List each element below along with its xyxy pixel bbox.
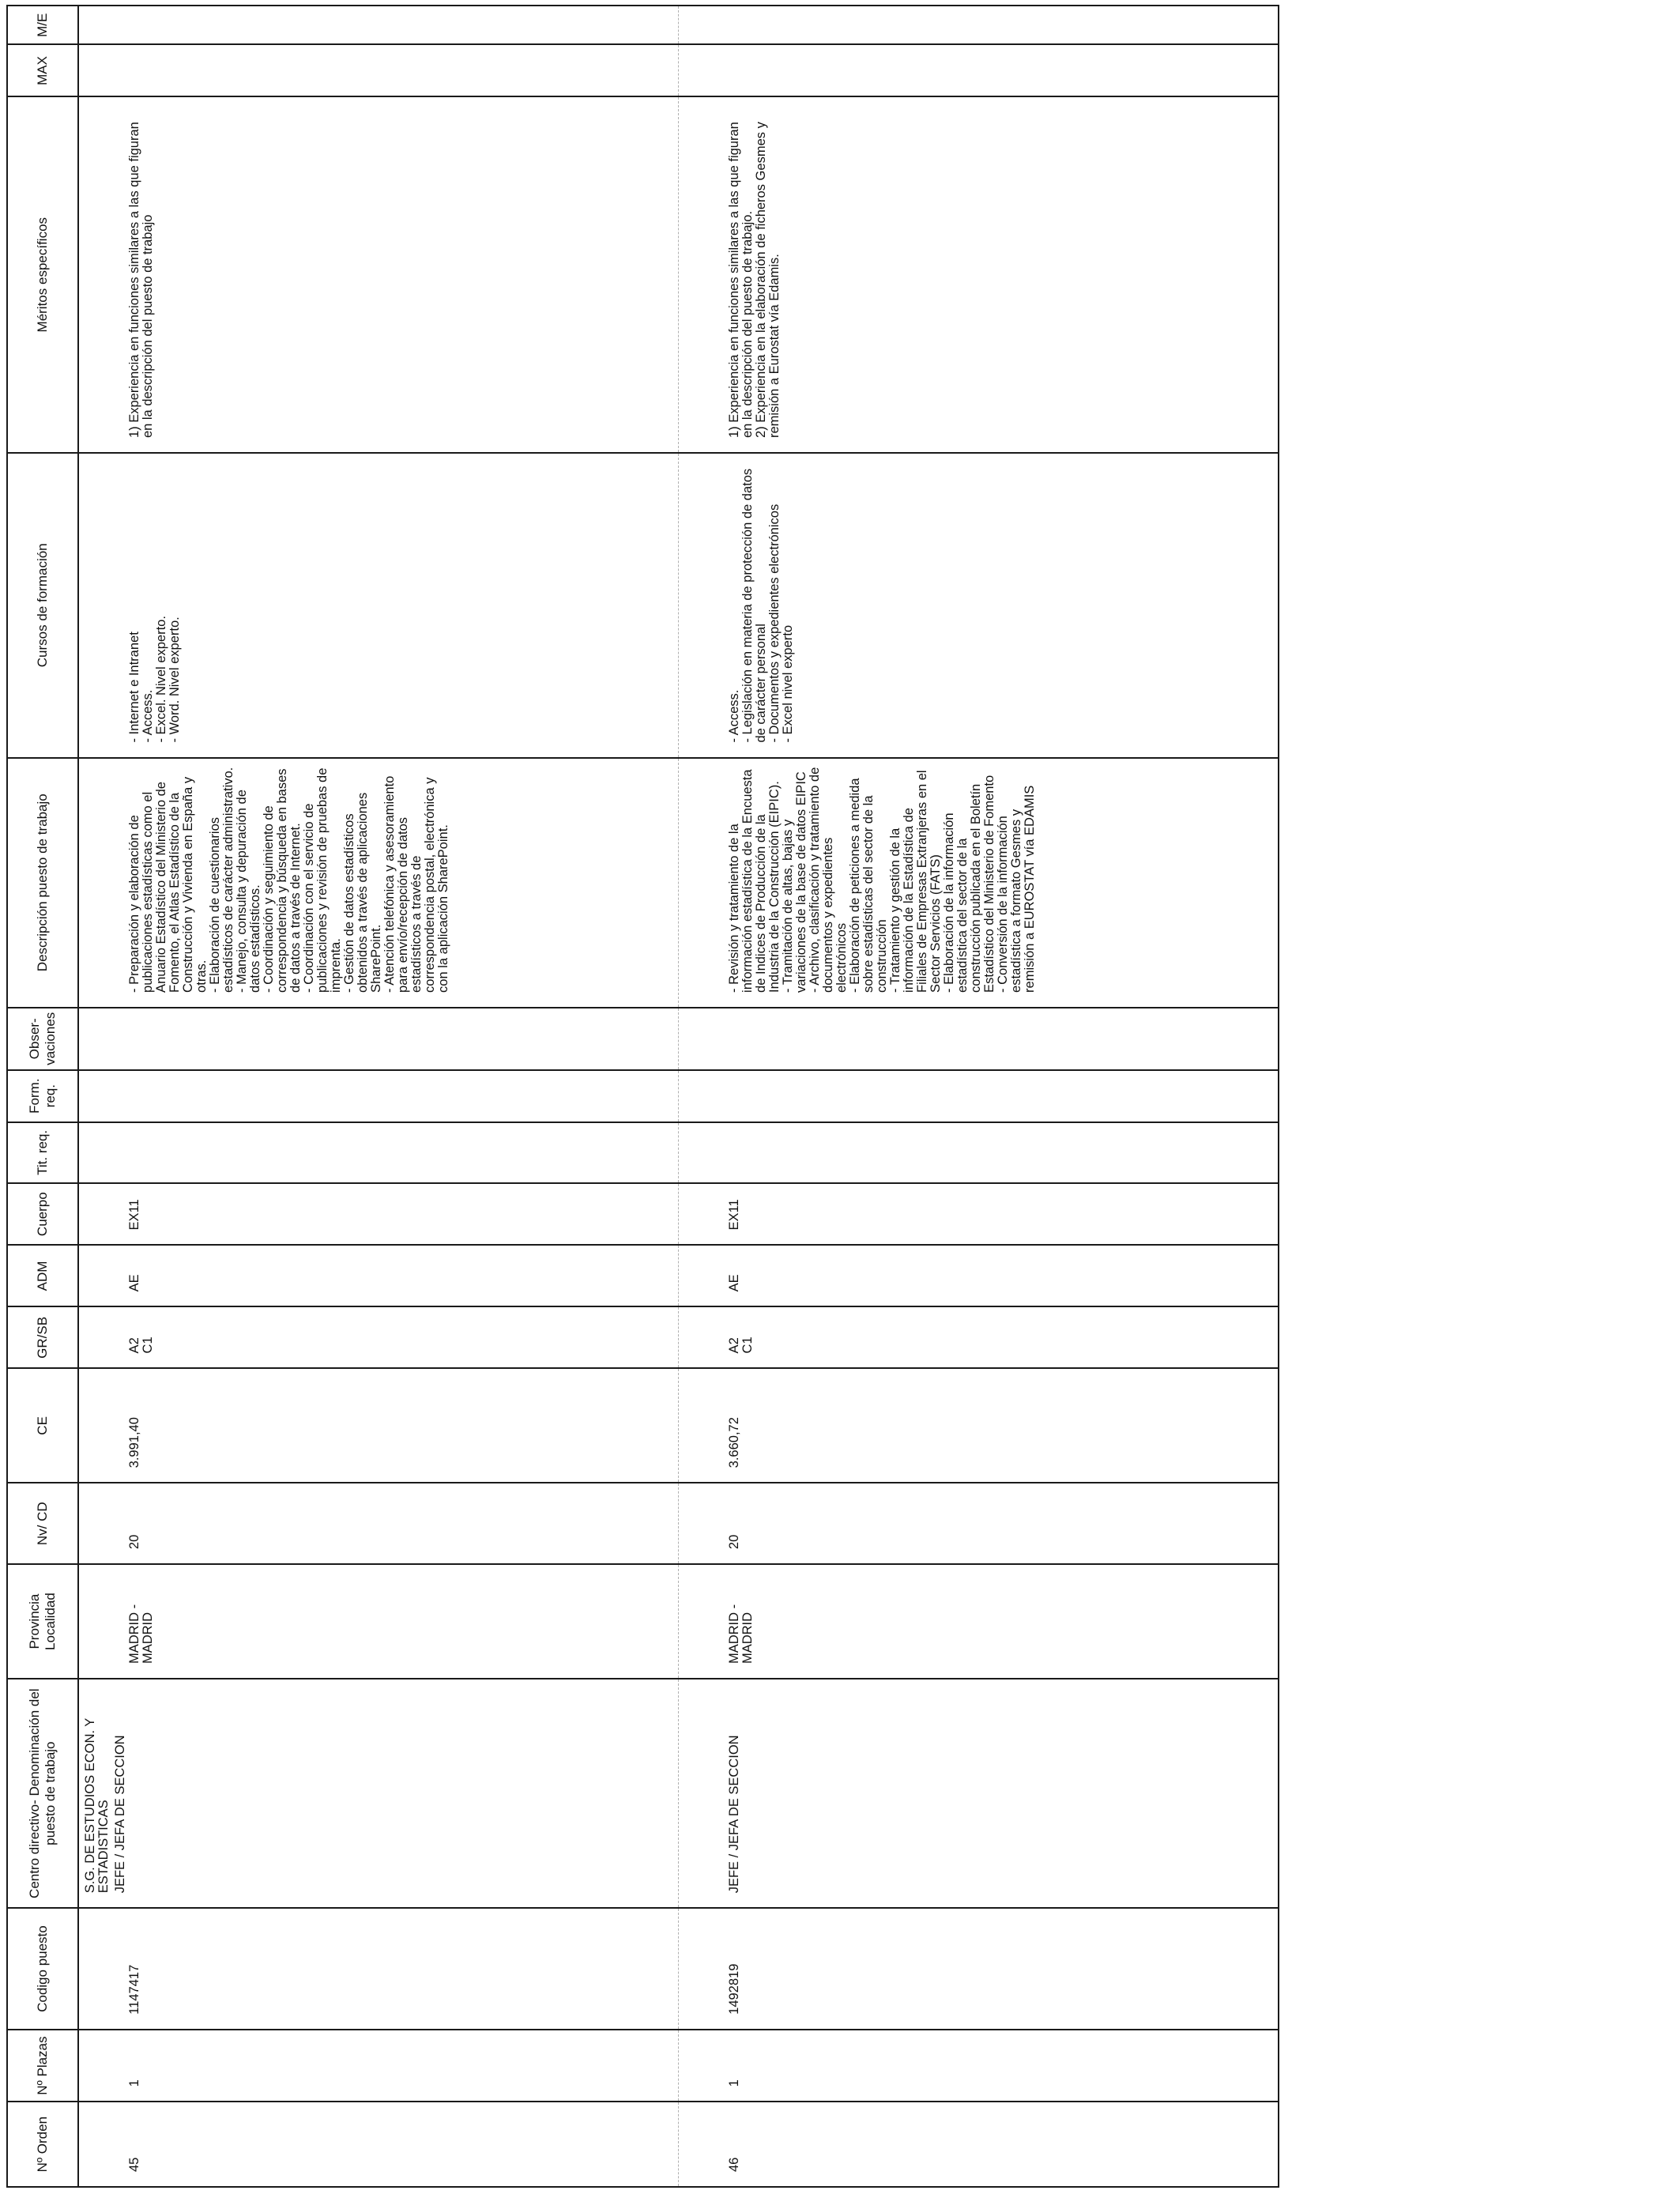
cell-form <box>679 1070 1279 1122</box>
cell-grupo: A2 C1 <box>78 1306 679 1368</box>
cell-tit <box>78 1122 679 1183</box>
cell-provincia: MADRID - MADRID <box>78 1564 679 1679</box>
centro-directivo: S.G. DE ESTUDIOS ECON. Y ESTADISTICAS <box>83 1714 111 1894</box>
cell-ce: 3.660,72 <box>679 1368 1279 1483</box>
header-cuerpo: Cuerpo <box>7 1183 78 1246</box>
cell-form <box>78 1070 679 1122</box>
header-plazas: Nº Plazas <box>7 2030 78 2102</box>
cell-grupo: A2 C1 <box>679 1306 1279 1368</box>
cell-provincia: MADRID - MADRID <box>679 1564 1279 1679</box>
cell-codigo: 1147417 <box>78 1908 679 2030</box>
table-row <box>679 6 1279 2187</box>
cell-cursos: - Internet e Intranet - Access. - Excel. Nivel experto. - Word. Nivel experto. <box>78 453 679 758</box>
cell-centro <box>679 1679 1279 1908</box>
cell-adm: AE <box>679 1245 1279 1306</box>
cell-tit <box>679 1122 1279 1183</box>
vacancies-table <box>6 5 1279 2188</box>
table-row <box>78 6 679 2187</box>
cell-ce: 3.991,40 <box>78 1368 679 1483</box>
header-nivel: Nv/ CD <box>7 1483 78 1564</box>
cell-meritos: 1) Experiencia en funciones similares a las que figuran en la descripción del puesto de trabajo <box>78 96 679 453</box>
cell-plazas: 1 <box>679 2030 1279 2102</box>
cell-obs <box>679 1008 1279 1070</box>
denominacion: JEFE / JEFA DE SECCION <box>113 1735 127 1894</box>
cell-descripcion: - Revisión y tratamiento de la información estadística de la Encuesta de Indices de Producción de la Industria de la Construcción (EIPIC). - Tramitación de altas, bajas y variaciones de la base de datos EIPIC - Archivo, clasificación y tratamiento de documentos y expedientes electrónicos - Elaboración de peticiones a medida sobre estadísticas del sector de la construcción - Tratamiento y gestión de la información de la Estadística de Filiales de Empresas Extranjeras en el Sector Servicios (FATS) - Elaboración de la información estadística del sector de la construcción publicada en el Boletín Estadístico del Ministerio de Fomento - Conversión de la información estadística a formato Gesmes y remisión a EUROSTAT vía EDAMIS <box>679 758 1279 1008</box>
cell-plazas: 1 <box>78 2030 679 2102</box>
header-codigo: Codigo puesto <box>7 1908 78 2030</box>
cell-me <box>78 6 679 44</box>
cell-orden: 45 <box>78 2102 679 2187</box>
cell-nivel: 20 <box>78 1483 679 1564</box>
cell-obs <box>78 1008 679 1070</box>
cell-centro <box>78 1679 679 1908</box>
cell-codigo: 1492819 <box>679 1908 1279 2030</box>
cell-adm: AE <box>78 1245 679 1306</box>
cell-cursos: - Access. - Legislación en materia de protección de datos de carácter personal - Documentos y expedientes electrónicos - Excel nivel experto <box>679 453 1279 758</box>
cell-orden: 46 <box>679 2102 1279 2187</box>
header-provincia: Provincia Localidad <box>7 1564 78 1679</box>
denominacion: JEFE / JEFA DE SECCION <box>727 1735 741 1894</box>
header-form: Form. req. <box>7 1070 78 1122</box>
header-orden: Nº Orden <box>7 2102 78 2187</box>
cell-cuerpo: EX11 <box>78 1183 679 1246</box>
header-grupo: GR/SB <box>7 1306 78 1368</box>
header-ce: CE <box>7 1368 78 1483</box>
cell-nivel: 20 <box>679 1483 1279 1564</box>
cell-meritos: 1) Experiencia en funciones similares a las que figuran en la descripción del puesto de trabajo. 2) Experiencia en la elaboración de ficheros Gesmes y remisión a Eurostat vía Edamis. <box>679 96 1279 453</box>
header-centro: Centro directivo- Denominación del puesto de trabajo <box>7 1679 78 1908</box>
header-descripcion: Descripción puesto de trabajo <box>7 758 78 1008</box>
header-tit: Tit. req. <box>7 1122 78 1183</box>
rotated-document <box>0 5 1680 2194</box>
header-adm: ADM <box>7 1245 78 1306</box>
cell-me <box>679 6 1279 44</box>
cell-cuerpo: EX11 <box>679 1183 1279 1246</box>
header-max: MAX <box>7 44 78 96</box>
header-obs: Obser- vaciones <box>7 1008 78 1070</box>
cell-max <box>679 44 1279 96</box>
header-me: M/E <box>7 6 78 44</box>
header-cursos: Cursos de formación <box>7 453 78 758</box>
cell-descripcion: - Preparación y elaboración de publicaciones estadísticas como el Anuario Estadístico del Ministerio de Fomento, el Atlas Estadístico de la Construcción y Vivienda en España y otras. - Elaboración de cuestionarios estadísticos de carácter administrativo. - Manejo, consulta y depuración de datos estadísticos. - Coordinación y seguimiento de correspondencia y búsqueda en bases de datos a través de Internet. - Coordinación con el servicio de publicaciones y revisión de pruebas de imprenta. - Gestión de datos estadísticos obtenidos a través de aplicaciones SharePoint. - Atención telefónica y asesoramiento para envío/recepción de datos estadísticos a través de correspondencia postal, electrónica y con la aplicación SharePoint. <box>78 758 679 1008</box>
header-row <box>7 6 78 2187</box>
cell-max <box>78 44 679 96</box>
header-meritos: Méritos específicos <box>7 96 78 453</box>
